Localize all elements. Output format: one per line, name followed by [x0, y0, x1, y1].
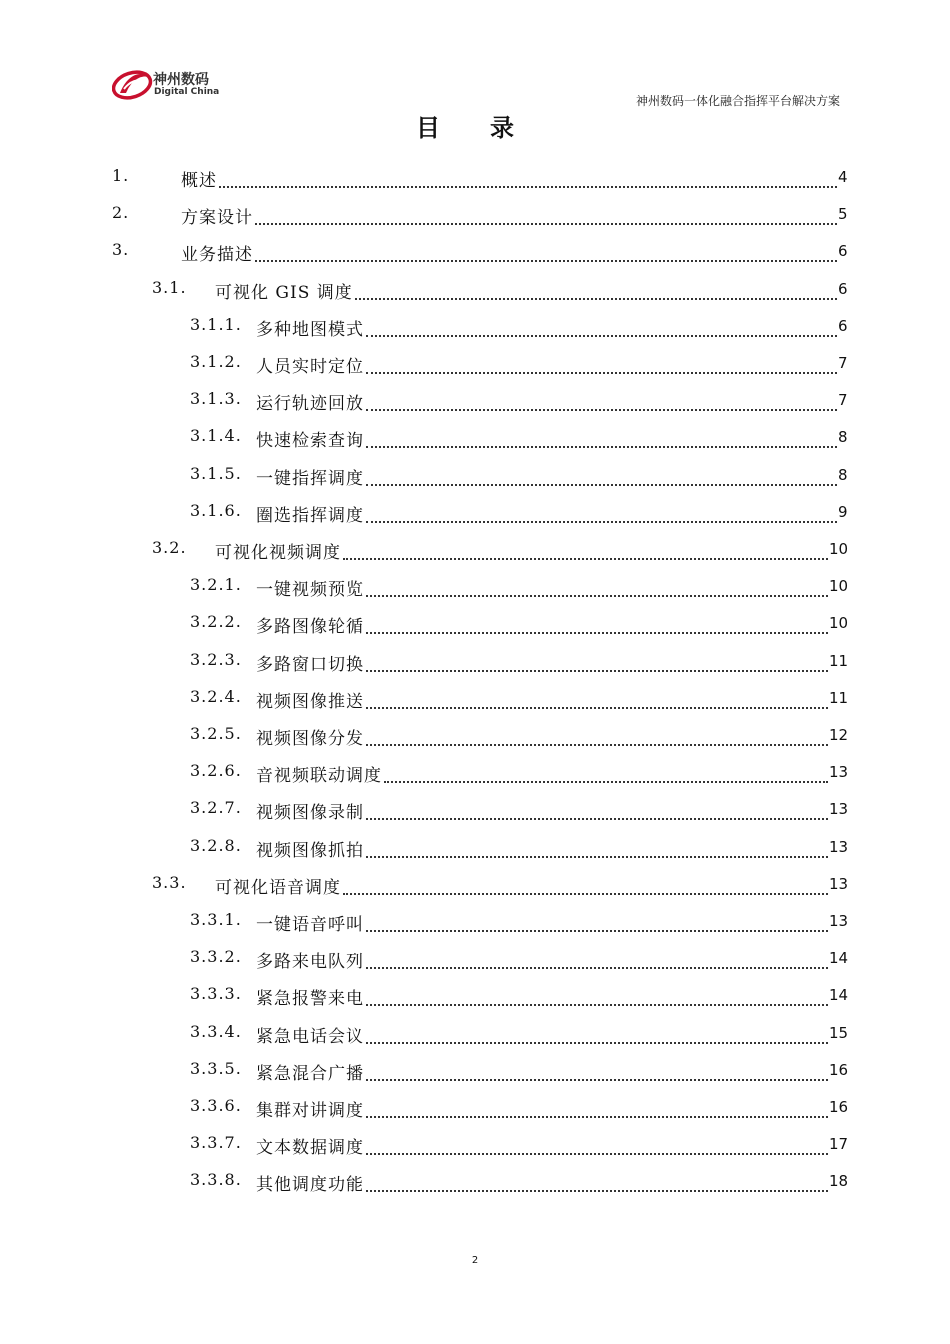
toc-entry-number: 3.3.8. — [190, 1170, 242, 1189]
toc-dot-leader — [366, 1022, 828, 1044]
toc-entry-page: 7 — [838, 354, 848, 372]
toc-entry-page: 13 — [829, 800, 849, 818]
toc-dot-leader — [366, 501, 837, 523]
toc-entry-number: 3.1.2. — [190, 352, 242, 371]
toc-entry-page: 13 — [829, 875, 849, 893]
toc-entry-page: 18 — [829, 1172, 849, 1190]
toc-entry-title: 紧急混合广播 — [256, 1064, 364, 1084]
toc-dot-leader — [366, 1170, 828, 1192]
toc-entry-number: 3.1.3. — [190, 389, 242, 408]
toc-heading: 目录 — [416, 114, 564, 142]
toc-entry-page: 10 — [829, 614, 849, 632]
toc-entry-page: 13 — [829, 912, 849, 930]
toc-dot-leader — [366, 389, 837, 411]
toc-dot-leader — [366, 910, 828, 932]
toc-entry-title: 文本数据调度 — [256, 1138, 364, 1158]
toc-dot-leader — [366, 1059, 828, 1081]
toc-entry-title: 一键视频预览 — [256, 580, 364, 600]
toc-entry-page: 6 — [838, 317, 848, 335]
toc-entry-number: 3.2.6. — [190, 761, 242, 780]
toc-dot-leader — [366, 575, 828, 597]
toc-entry-number: 2. — [112, 203, 130, 222]
toc-entry-number: 3.2.8. — [190, 836, 242, 855]
toc-entry[interactable] — [0, 798, 950, 822]
toc-entry-title: 多种地图模式 — [256, 320, 364, 340]
toc-entry[interactable] — [0, 501, 950, 525]
toc-entry-number: 3.3.3. — [190, 984, 242, 1003]
toc-dot-leader — [343, 873, 828, 895]
toc-entry-title: 其他调度功能 — [256, 1175, 364, 1195]
toc-entry[interactable] — [0, 650, 950, 674]
toc-dot-leader — [366, 1133, 828, 1155]
toc-dot-leader — [355, 278, 837, 300]
toc-entry-title: 概述 — [181, 171, 217, 191]
toc-entry[interactable] — [0, 1133, 950, 1157]
toc-entry[interactable] — [0, 984, 950, 1008]
toc-entry[interactable] — [0, 1170, 950, 1194]
toc-entry-title: 人员实时定位 — [256, 357, 364, 377]
toc-entry-title: 快速检索查询 — [256, 431, 364, 451]
toc-entry-page: 14 — [829, 986, 849, 1004]
toc-entry-page: 17 — [829, 1135, 849, 1153]
toc-entry-title: 一键指挥调度 — [256, 469, 364, 489]
toc-entry-page: 6 — [838, 242, 848, 260]
toc-dot-leader — [255, 240, 837, 262]
toc-entry-title: 业务描述 — [181, 245, 253, 265]
toc-entry-number: 3.3. — [152, 873, 187, 892]
toc-entry-title: 音视频联动调度 — [256, 766, 382, 786]
toc-entry-page: 6 — [838, 280, 848, 298]
toc-entry-page: 9 — [838, 503, 848, 521]
toc-entry-title: 视频图像分发 — [256, 729, 364, 749]
toc-entry-number: 3.3.2. — [190, 947, 242, 966]
toc-entry[interactable] — [0, 1022, 950, 1046]
toc-entry-page: 8 — [838, 466, 848, 484]
logo-chinese-text: 神州数码 — [153, 72, 209, 88]
toc-entry[interactable] — [0, 464, 950, 488]
toc-entry[interactable] — [0, 687, 950, 711]
toc-entry-number: 3.2.4. — [190, 687, 242, 706]
toc-entry[interactable] — [0, 910, 950, 934]
toc-entry-page: 10 — [829, 577, 849, 595]
toc-entry-page: 8 — [838, 428, 848, 446]
toc-entry-title: 可视化 GIS 调度 — [215, 283, 353, 303]
toc-entry-number: 3.3.6. — [190, 1096, 242, 1115]
toc-entry[interactable] — [0, 538, 950, 562]
logo-english-text: Digital China — [154, 87, 220, 97]
toc-dot-leader — [343, 538, 828, 560]
toc-entry-page: 16 — [829, 1061, 849, 1079]
toc-dot-leader — [384, 761, 828, 783]
toc-entry-page: 15 — [829, 1024, 849, 1042]
toc-entry[interactable] — [0, 166, 950, 190]
toc-entry[interactable] — [0, 575, 950, 599]
toc-entry[interactable] — [0, 315, 950, 339]
toc-entry[interactable] — [0, 389, 950, 413]
toc-entry-title: 可视化视频调度 — [215, 543, 341, 563]
toc-entry[interactable] — [0, 612, 950, 636]
toc-entry-number: 3.3.4. — [190, 1022, 242, 1041]
toc-entry-title: 多路窗口切换 — [256, 655, 364, 675]
toc-dot-leader — [366, 836, 828, 858]
toc-entry-number: 3.3.1. — [190, 910, 242, 929]
toc-entry-title: 圈选指挥调度 — [256, 506, 364, 526]
toc-entry-number: 3.2.1. — [190, 575, 242, 594]
toc-entry[interactable] — [0, 426, 950, 450]
toc-dot-leader — [366, 464, 837, 486]
toc-entry-number: 3.1.6. — [190, 501, 242, 520]
toc-entry[interactable] — [0, 352, 950, 376]
toc-dot-leader — [366, 352, 837, 374]
toc-entry-title: 集群对讲调度 — [256, 1101, 364, 1121]
toc-dot-leader — [366, 984, 828, 1006]
toc-entry-title: 多路图像轮循 — [256, 617, 364, 637]
logo-mark-icon — [112, 67, 156, 103]
toc-entry-title: 视频图像抓拍 — [256, 841, 364, 861]
toc-dot-leader — [366, 798, 828, 820]
toc-dot-leader — [255, 203, 837, 225]
toc-entry-title: 紧急电话会议 — [256, 1027, 364, 1047]
toc-entry-page: 14 — [829, 949, 849, 967]
document-header-title: 神州数码一体化融合指挥平台解决方案 — [635, 94, 840, 108]
toc-dot-leader — [366, 650, 828, 672]
toc-entry-page: 11 — [829, 652, 849, 670]
toc-entry-page: 16 — [829, 1098, 849, 1116]
toc-entry-title: 视频图像录制 — [256, 803, 364, 823]
toc-entry-number: 3.2.7. — [190, 798, 242, 817]
toc-entry-number: 3.2.2. — [190, 612, 242, 631]
toc-entry-title: 一键语音呼叫 — [256, 915, 364, 935]
toc-dot-leader — [366, 724, 828, 746]
toc-entry-title: 多路来电队列 — [256, 952, 364, 972]
toc-dot-leader — [219, 166, 837, 188]
toc-dot-leader — [366, 687, 828, 709]
toc-entry-number: 1. — [112, 166, 130, 185]
toc-entry-number: 3.2.5. — [190, 724, 242, 743]
toc-entry-number: 3.1. — [152, 278, 187, 297]
toc-entry[interactable] — [0, 836, 950, 860]
toc-entry-page: 11 — [829, 689, 849, 707]
toc-entry-title: 可视化语音调度 — [215, 878, 341, 898]
toc-dot-leader — [366, 426, 837, 448]
toc-entry-number: 3. — [112, 240, 130, 259]
toc-entry-title: 紧急报警来电 — [256, 989, 364, 1009]
toc-entry[interactable] — [0, 873, 950, 897]
toc-entry-page: 5 — [838, 205, 848, 223]
toc-dot-leader — [366, 315, 837, 337]
toc-entry-page: 4 — [838, 168, 848, 186]
toc-entry-title: 方案设计 — [181, 208, 253, 228]
toc-entry-number: 3.3.5. — [190, 1059, 242, 1078]
toc-dot-leader — [366, 612, 828, 634]
toc-entry-page: 10 — [829, 540, 849, 558]
toc-entry-number: 3.1.5. — [190, 464, 242, 483]
toc-entry[interactable] — [0, 724, 950, 748]
toc-entry[interactable] — [0, 947, 950, 971]
toc-entry[interactable] — [0, 1059, 950, 1083]
toc-entry[interactable] — [0, 1096, 950, 1120]
toc-entry-number: 3.2.3. — [190, 650, 242, 669]
toc-entry-page: 7 — [838, 391, 848, 409]
toc-entry[interactable] — [0, 761, 950, 785]
toc-entry-number: 3.1.4. — [190, 426, 242, 445]
toc-entry-page: 13 — [829, 838, 849, 856]
toc-entry-number: 3.2. — [152, 538, 187, 557]
toc-dot-leader — [366, 947, 828, 969]
toc-entry[interactable] — [0, 240, 950, 264]
toc-entry-title: 运行轨迹回放 — [256, 394, 364, 414]
page-number: 2 — [471, 1255, 479, 1266]
toc-entry-number: 3.1.1. — [190, 315, 242, 334]
toc-dot-leader — [366, 1096, 828, 1118]
toc-entry-title: 视频图像推送 — [256, 692, 364, 712]
toc-entry-page: 13 — [829, 763, 849, 781]
toc-entry-number: 3.3.7. — [190, 1133, 242, 1152]
toc-entry[interactable] — [0, 278, 950, 302]
company-logo — [112, 67, 220, 103]
toc-entry-page: 12 — [829, 726, 849, 744]
toc-entry[interactable] — [0, 203, 950, 227]
